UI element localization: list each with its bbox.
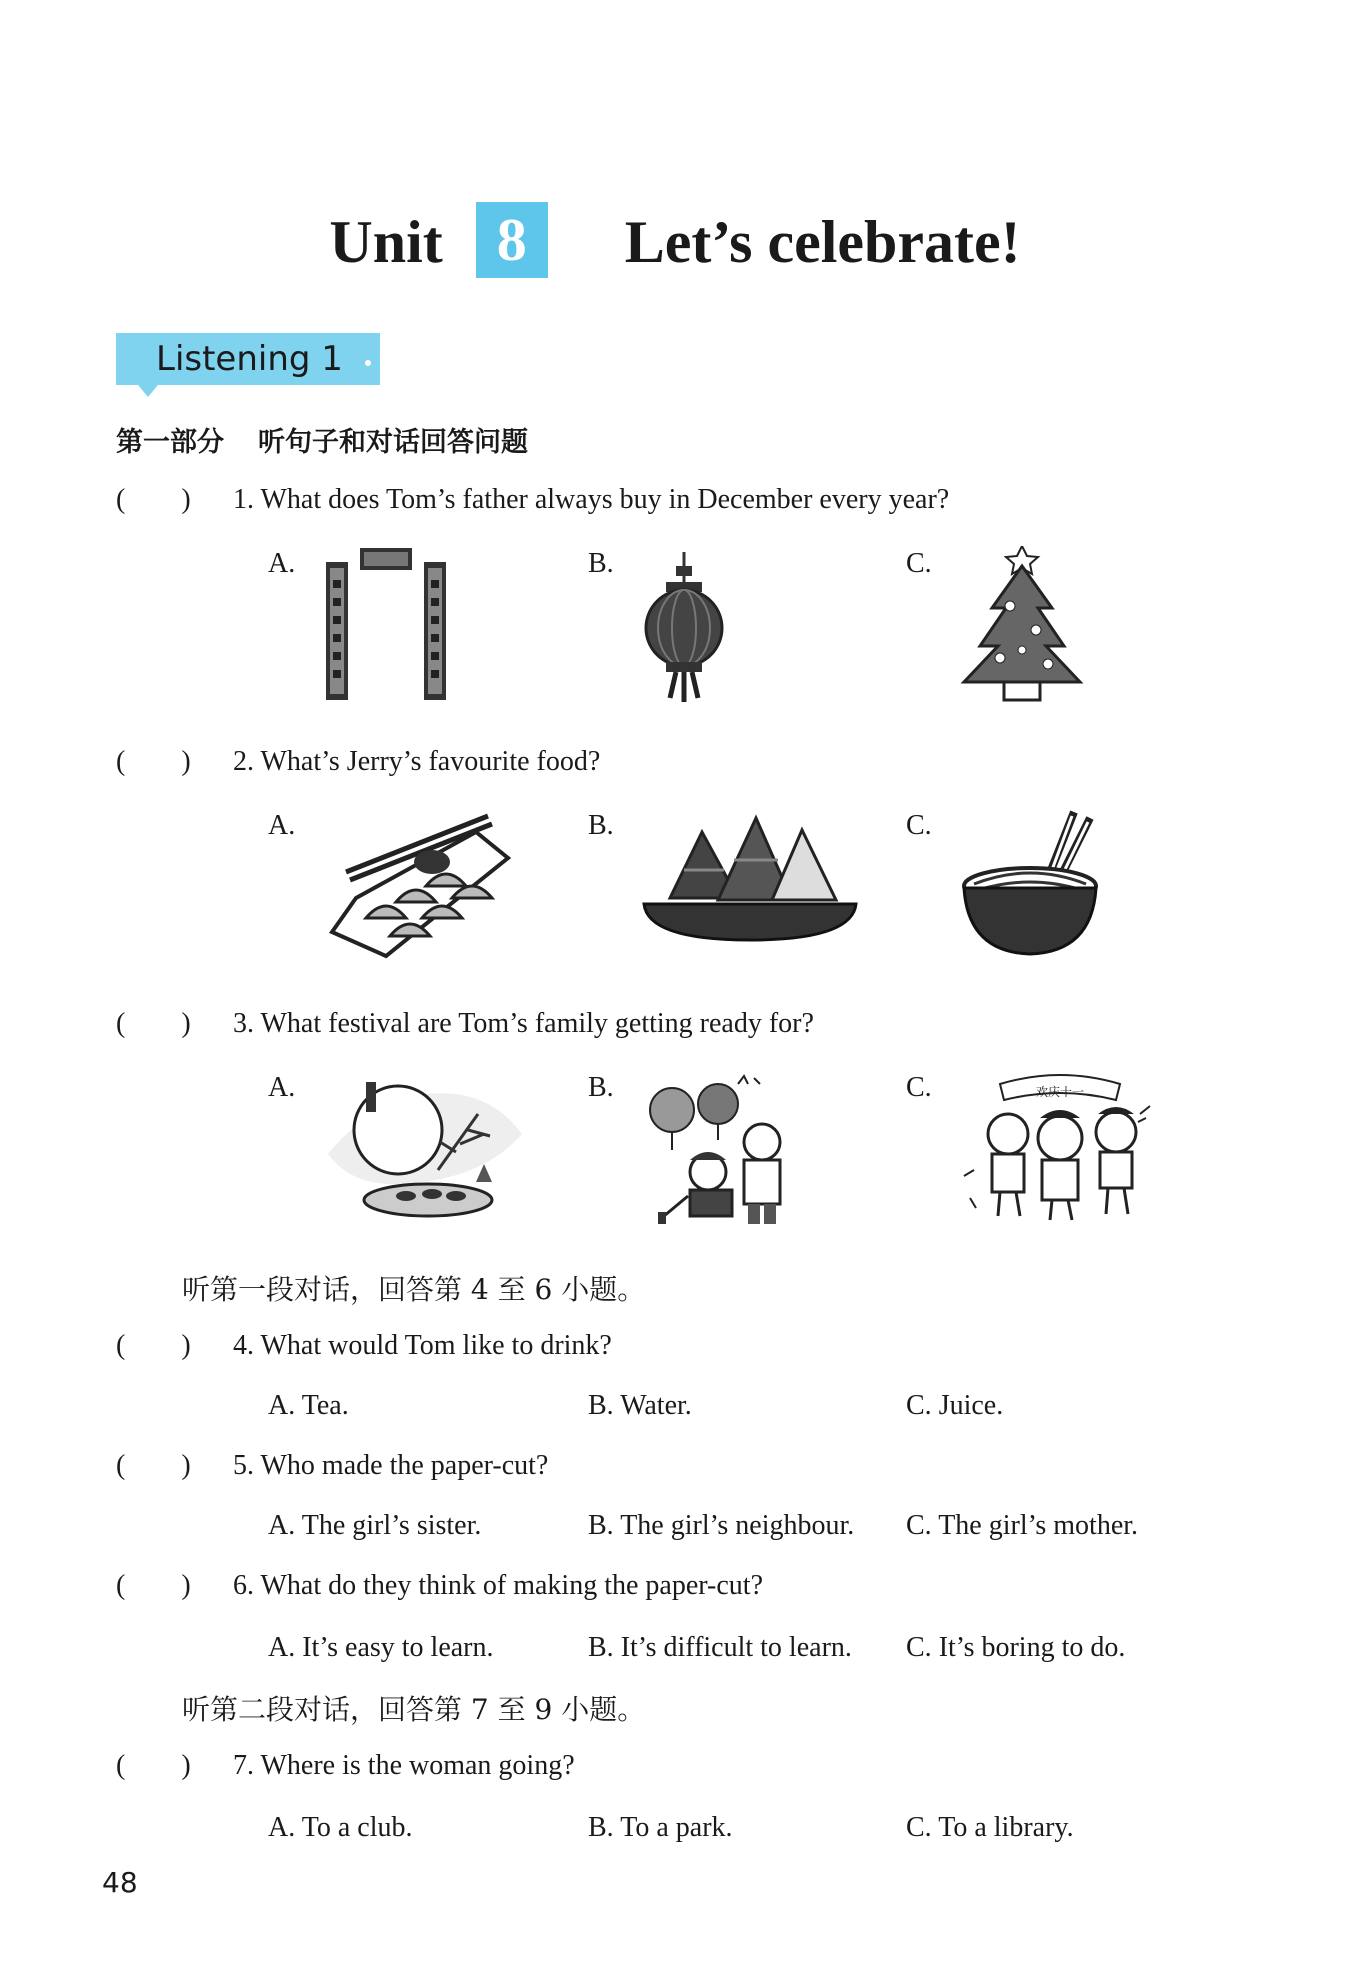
option-letter: A. (268, 548, 296, 579)
question-number: 4. (233, 1330, 254, 1361)
mid-autumn-icon (328, 1074, 524, 1220)
option-6b: B. It’s difficult to learn. (588, 1632, 852, 1663)
dialogue-1-instruction: 听第一段对话，回答第 4 至 6 小题。 (182, 1273, 646, 1306)
question-text: What’s Jerry’s favourite food? (260, 746, 601, 777)
question-2 (116, 746, 600, 778)
question-text: What would Tom like to drink? (260, 1330, 612, 1361)
question-7 (116, 1750, 575, 1782)
option-7b: B. To a park. (588, 1812, 733, 1843)
option-letter: C. (906, 548, 932, 579)
listening-tag: Listening 1 (116, 333, 380, 385)
answer-blank[interactable]: ( ) (116, 1750, 191, 1781)
unit-title (0, 208, 1350, 286)
option-4b: B. Water. (588, 1390, 692, 1421)
listening-tag-dot (365, 360, 371, 366)
answer-blank[interactable]: ( ) (116, 1008, 191, 1039)
option-letter: C. (906, 810, 932, 841)
question-4 (116, 1330, 612, 1362)
question-3 (116, 1008, 814, 1040)
question-text: What festival are Tom’s family getting ready for? (260, 1008, 814, 1039)
unit-name: Let’s celebrate! (624, 209, 1021, 275)
question-text: Who made the paper-cut? (260, 1450, 549, 1481)
option-letter: A. (268, 1072, 296, 1103)
answer-blank[interactable]: ( ) (116, 1570, 191, 1601)
option-5a: A. The girl’s sister. (268, 1510, 482, 1541)
part-label: 第一部分 (116, 427, 224, 458)
question-number: 1. (233, 484, 254, 515)
zongzi-icon (640, 808, 860, 944)
answer-blank[interactable]: ( ) (116, 746, 191, 777)
svg-text:欢庆十一: 欢庆十一 (1035, 1085, 1085, 1099)
question-number: 3. (233, 1008, 254, 1039)
question-6 (116, 1570, 763, 1602)
question-1 (116, 484, 949, 516)
option-4a: A. Tea. (268, 1390, 349, 1421)
question-number: 5. (233, 1450, 254, 1481)
option-letter: B. (588, 810, 614, 841)
option-5b: B. The girl’s neighbour. (588, 1510, 855, 1541)
answer-blank[interactable]: ( ) (116, 1450, 191, 1481)
option-7a: A. To a club. (268, 1812, 413, 1843)
option-letter: A. (268, 810, 296, 841)
option-6c: C. It’s boring to do. (906, 1632, 1126, 1663)
lantern-icon (636, 552, 732, 702)
answer-blank[interactable]: ( ) (116, 484, 191, 515)
national-day-icon (960, 1066, 1160, 1222)
dialogue-2-instruction: 听第二段对话，回答第 7 至 9 小题。 (182, 1693, 646, 1726)
spring-festival-icon (644, 1070, 800, 1226)
dumplings-icon (326, 812, 512, 962)
unit-number-badge: 8 (476, 202, 548, 278)
christmas-tree-icon (960, 546, 1084, 702)
page-number: 48 (102, 1866, 138, 1899)
question-5 (116, 1450, 548, 1482)
option-5c: C. The girl’s mother. (906, 1510, 1139, 1541)
option-6a: A. It’s easy to learn. (268, 1632, 494, 1663)
part-instruction: 听句子和对话回答问题 (258, 427, 528, 458)
option-letter: C. (906, 1072, 932, 1103)
spring-couplets-icon (318, 548, 454, 702)
listening-tag-tail (138, 385, 158, 397)
question-number: 6. (233, 1570, 254, 1601)
unit-word: Unit (329, 209, 443, 275)
question-text: What do they think of making the paper-cut? (260, 1570, 763, 1601)
part-heading (116, 420, 528, 459)
option-4c: C. Juice. (906, 1390, 1004, 1421)
option-letter: B. (588, 1072, 614, 1103)
question-text: What does Tom’s father always buy in December every year? (260, 484, 950, 515)
question-number: 7. (233, 1750, 254, 1781)
question-text: Where is the woman going? (260, 1750, 575, 1781)
question-number: 2. (233, 746, 254, 777)
noodles-icon (962, 808, 1102, 960)
answer-blank[interactable]: ( ) (116, 1330, 191, 1361)
option-7c: C. To a library. (906, 1812, 1074, 1843)
option-letter: B. (588, 548, 614, 579)
